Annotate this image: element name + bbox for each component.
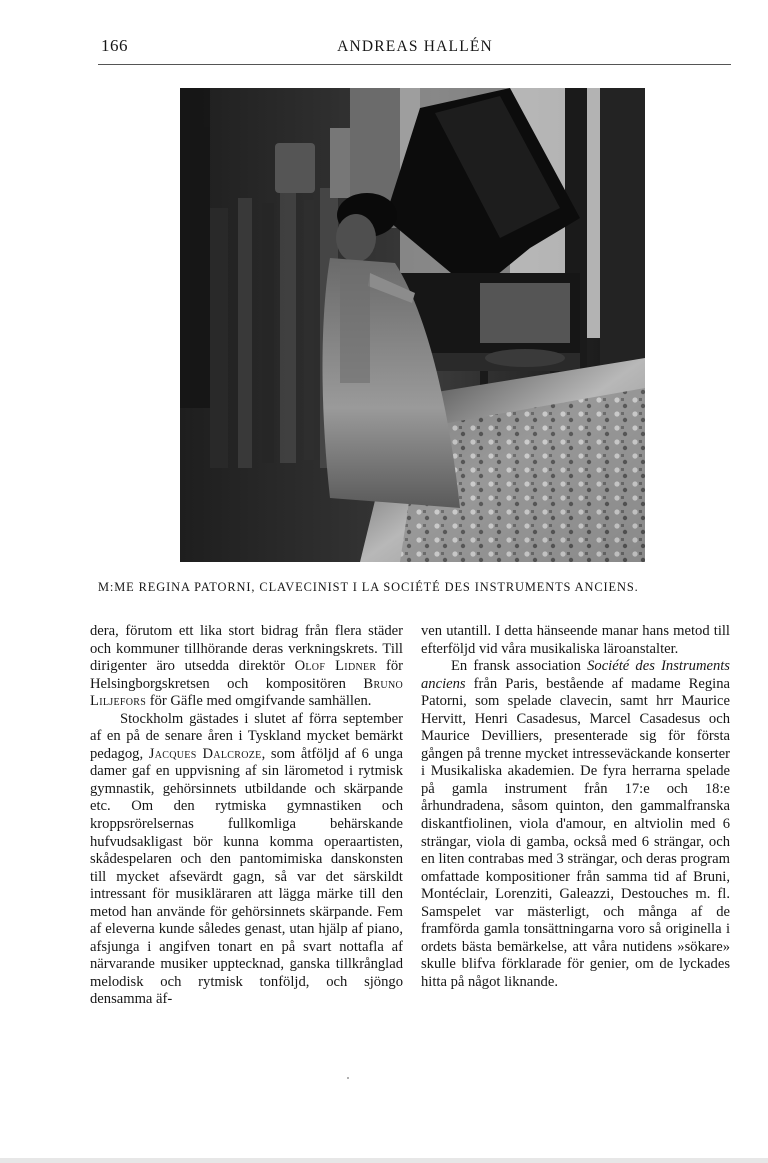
scan-edge	[0, 1158, 768, 1163]
paragraph	[90, 623, 403, 711]
text-run: Stockholm gästades i slutet af förra september af en på de senare åren i Tyskland mycket bemärkt pedagog,	[90, 710, 403, 762]
text-run: för Gäfle med omgifvande samhällen.	[146, 693, 372, 710]
text-run: från Paris, bestående af madame Regina Patorni, som spelade clavecin, samt hrr Maurice Hervitt, Henri Casadesus, Marcel Casadesus och Maurice Devilliers, presenterade sig för första gången på trenne mycket intresseväckande konserter i Musikaliska akademien. De fyra herrarna spelade på gamla instrument från 17:e och 18:e århundradena, såsom quinton, den gammalfranska diskantfiolinen, viola d'amour, en altviolin med 6 strängar, viola di gamba, också med 6 strängar, och en liten contrabas med 3 strängar, och deras program omfattade kompositioner från samma tid af Bruni, Montéclair, Lorenziti, Galeazzi, Destouches m. fl. Samspelet var mästerligt, och många af de framförda gamla tonsättningarna voro så originella i ordets bästa bemärkelse, att våra nutidens »sökare» skulle blifva förklarade för genier, om de lyckades hitta på något liknande.	[421, 675, 730, 990]
person-name: Olof Lidner	[294, 658, 377, 675]
person-name: Jacques Dalcroze	[148, 745, 262, 762]
running-title: ANDREAS HALLÉN	[337, 38, 493, 55]
figure-caption: M:ME REGINA PATORNI, CLAVECINIST I LA SOCIÉTÉ DES INSTRUMENTS ANCIENS.	[98, 580, 639, 594]
text-run: dera, förutom ett lika stort bidrag från flera städer och kommuner tillhörande deras verkningskrets. Till dirigenter äro utsedda direktör	[90, 623, 403, 675]
photograph-harpsichordist	[180, 88, 645, 562]
text-column-left	[90, 623, 403, 1009]
paragraph: ven utantill. I detta hänseende manar hans metod till efterföljd vid våra musikaliska läroanstalter.	[421, 623, 730, 657]
person-name: Bruno Liljefors	[90, 675, 403, 710]
text-run: , som åtföljd af 6 unga damer gaf en uppvisning af sin lärometod i rytmisk gymnastik, gehörsinnets utbildande och skärpande etc. Om den rytmiska gymnastiken och kroppsrörelsernas fullkomliga behärskande hufvudsakligast bör kunna komma operaartisten, skådespelaren och den pantomimiska danskonsten till mycket afsevärdt gagn, så var det särskildt intressant för musikläraren att lägga märke till den metod han använde för gehörsinnets skärpande. Fem af eleverna kunde således genast, utan hjälp af piano, afsjunga i angifven tonart en på svart nottafla af närvarande musiker upptecknad, ganska tillkrånglad melodisk och rytmisk tonföljd, och sjöngo densamma äf-	[90, 745, 403, 1008]
header-rule	[98, 64, 731, 65]
text-run: En fransk association	[451, 658, 588, 675]
page-speck	[347, 1077, 349, 1079]
page-number: 166	[101, 36, 128, 55]
paragraph	[90, 711, 403, 1009]
text-run: för Helsingborgskretsen och kompositören	[90, 658, 403, 692]
text-column-right	[421, 623, 730, 991]
paragraph	[421, 658, 730, 991]
ensemble-title: Société des Instruments anciens	[421, 658, 730, 692]
